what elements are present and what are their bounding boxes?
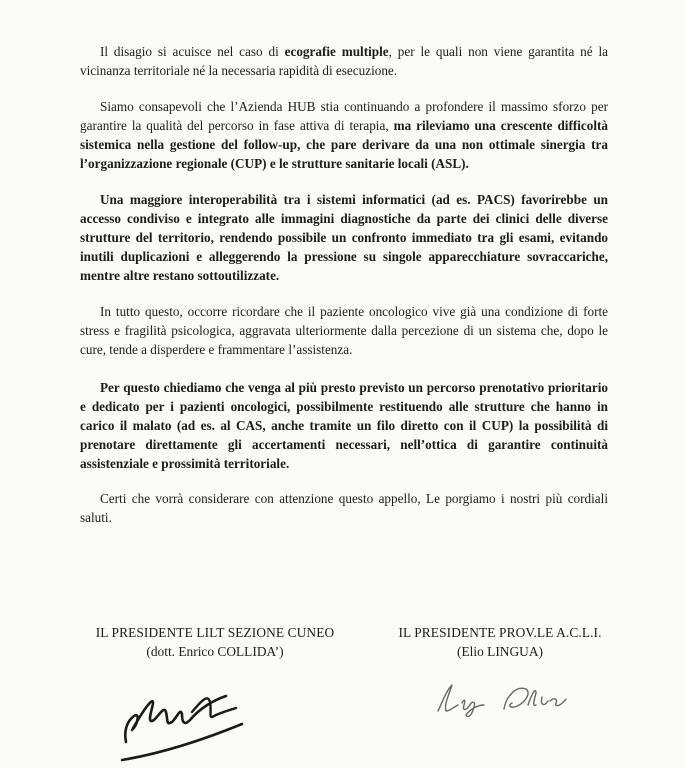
paragraph-text: Una maggiore interoperabilità tra i sistemi informatici (ad es. PACS) favorirebbe un accesso condiviso e integrato alle immagini diagnostiche da parte dei clinici delle diverse strutture del territorio, rendendo possibile un confronto immediato tra gli esami, evitando inutili duplicazioni e alleggerendo la pressione su singole apparecchiature sovraccariche, mentre altre restano sottoutilizzate. (80, 192, 608, 283)
paragraph-text: Per questo chiediamo che venga al più presto previsto un percorso prenotativo prioritario e dedicato per i pazienti oncologici, possibilmente restituendo alle strutture che hanno in carico il malato (ad es. al CAS, anche tramite un filo diretto con il CUP) la possibilità di prenotare direttamente gli accertamenti necessari, nell’ottica di garantire continuità assistenziale e prossimità territoriale. (80, 380, 608, 471)
paragraph-text: In tutto questo, occorre ricordare che il paziente oncologico vive già una condizione di forte stress e fragilità psicologica, aggravata ulteriormente dalla percezione di un sistema che, dopo le cure, tende a disperdere e frammentare l’assistenza. (80, 304, 608, 357)
paragraph-interoperabilita (80, 190, 608, 285)
signature-block-lilt (65, 623, 365, 661)
paragraph-richiesta (80, 378, 608, 473)
signature-block-acli (350, 623, 650, 661)
paragraph-text: Il disagio si acuisce nel caso di (100, 44, 285, 59)
paragraph-saluti (80, 489, 608, 527)
signatory-name: (Elio LINGUA) (457, 644, 543, 659)
paragraph-bold-text: ecografie multiple (284, 44, 389, 59)
paragraph-text: Siamo consapevoli che l’Azienda HUB stia continuando a profondere il massimo sforzo per garantire la qualità del percorso in fase attiva di terapia, (80, 99, 608, 133)
handwritten-signature-left (118, 672, 258, 762)
paragraph-text: , per le quali non viene garantita né la vicinanza territoriale né la necessaria rapidità di esecuzione. (80, 44, 608, 78)
signatory-name: (dott. Enrico COLLIDA’) (146, 644, 284, 659)
paragraph-azienda-hub (80, 97, 608, 173)
paragraph-ecografie (80, 42, 608, 80)
paragraph-bold-text: ma rileviamo una crescente difficoltà sistemica nella gestione del follow-up, che pare derivare da una non ottimale sinergia tra l’organizzazione regionale (CUP) e le strutture sanitarie locali (ASL). (80, 118, 608, 171)
signatory-title: IL PRESIDENTE LILT SEZIONE CUNEO (95, 625, 335, 640)
signatory-title: IL PRESIDENTE PROV.LE A.C.L.I. (398, 625, 602, 640)
paragraph-text: Certi che vorrà considerare con attenzione questo appello, Le porgiamo i nostri più cordiali saluti. (80, 491, 608, 525)
paragraph-paziente-oncologico (80, 302, 608, 359)
handwritten-signature-right (432, 675, 582, 725)
